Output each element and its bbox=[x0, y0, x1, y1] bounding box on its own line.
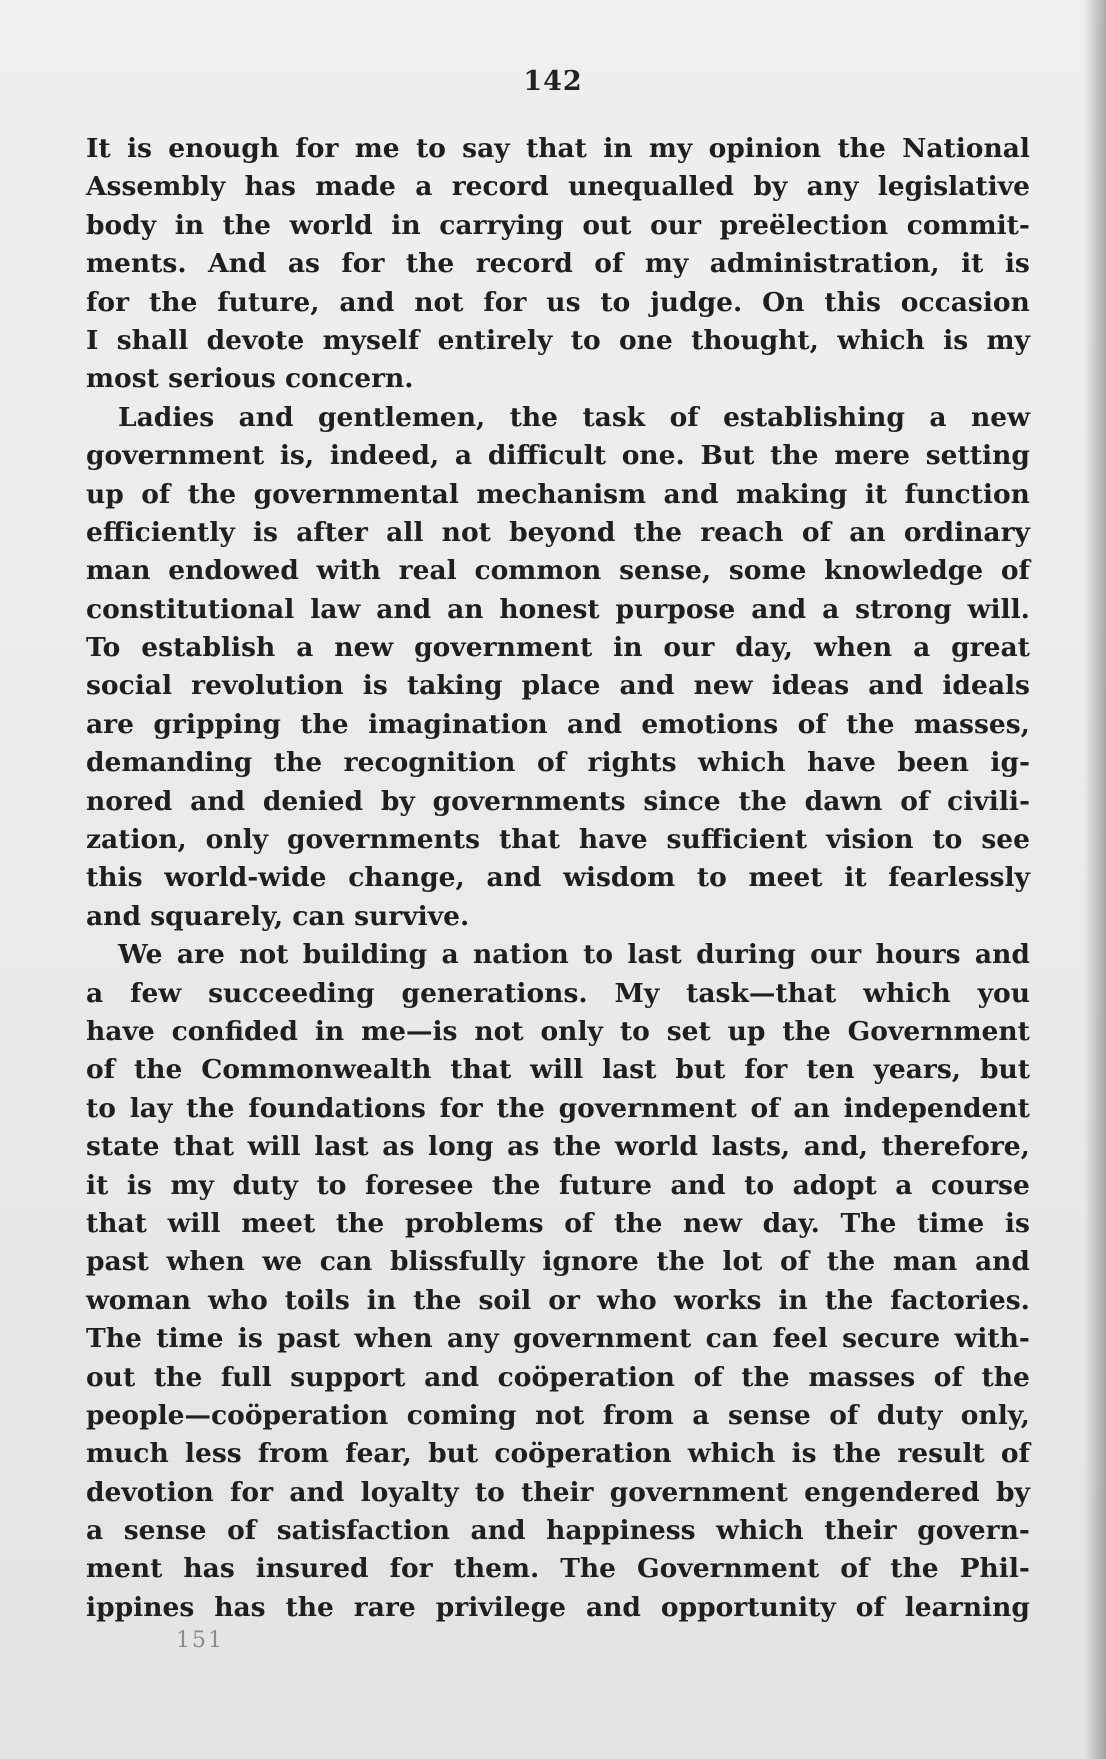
text-line: it is my duty to foresee the future and to adopt a course bbox=[86, 1169, 1030, 1201]
text-line: The time is past when any government can feel secure with- bbox=[86, 1323, 1030, 1355]
text-line: most serious concern. bbox=[86, 363, 414, 395]
text-line: Ladies and gentlemen, the task of establishing a new bbox=[118, 401, 1030, 433]
text-line: social revolution is taking place and new ideas and ideals bbox=[86, 670, 1030, 702]
text-line: body in the world in carrying out our preëlection commit- bbox=[86, 209, 1030, 241]
paragraph-1 bbox=[86, 130, 1030, 399]
page-edge-shadow bbox=[1084, 0, 1106, 1759]
text-line: state that will last as long as the world lasts, and, therefore, bbox=[86, 1131, 1030, 1163]
text-line: To establish a new government in our day, when a great bbox=[86, 632, 1030, 664]
body-text bbox=[86, 130, 1030, 1627]
text-line: ment has insured for them. The Government of the Phil- bbox=[86, 1553, 1030, 1585]
text-line: much less from fear, but coöperation which is the result of bbox=[86, 1438, 1030, 1470]
text-line: are gripping the imagination and emotions of the masses, bbox=[86, 708, 1030, 740]
text-line: We are not building a nation to last during our hours and bbox=[118, 939, 1030, 971]
page-number: 142 bbox=[523, 66, 583, 97]
text-line: nored and denied by governments since the dawn of civili- bbox=[86, 785, 1030, 817]
paragraph-2 bbox=[86, 399, 1030, 936]
text-line: zation, only governments that have sufficient vision to see bbox=[86, 824, 1030, 856]
text-line: government is, indeed, a difficult one. But the mere setting bbox=[86, 440, 1030, 472]
paragraph-3 bbox=[86, 936, 1030, 1627]
text-line: efficiently is after all not beyond the reach of an ordinary bbox=[86, 516, 1030, 548]
text-line: Assembly has made a record unequalled by any legislative bbox=[86, 171, 1030, 203]
text-line: woman who toils in the soil or who works in the factories. bbox=[86, 1284, 1030, 1316]
text-line: for the future, and not for us to judge. On this occasion bbox=[86, 286, 1030, 318]
text-line: I shall devote myself entirely to one thought, which is my bbox=[86, 324, 1030, 356]
text-line: It is enough for me to say that in my opinion the National bbox=[86, 133, 1030, 164]
text-line: past when we can blissfully ignore the lot of the man and bbox=[86, 1246, 1030, 1278]
text-line: constitutional law and an honest purpose and a strong will. bbox=[86, 593, 1030, 625]
text-line: this world-wide change, and wisdom to meet it fearlessly bbox=[86, 862, 1030, 894]
text-line: ippines has the rare privilege and opportunity of learning bbox=[86, 1591, 1030, 1623]
text-line: that will meet the problems of the new day. The time is bbox=[86, 1207, 1030, 1239]
text-line: man endowed with real common sense, some knowledge of bbox=[86, 555, 1030, 587]
text-line: demanding the recognition of rights which have been ig- bbox=[86, 747, 1030, 779]
text-line: out the full support and coöperation of the masses of the bbox=[86, 1361, 1030, 1393]
text-line: of the Commonwealth that will last but for ten years, but bbox=[86, 1054, 1030, 1086]
text-line: have confided in me—is not only to set up the Government bbox=[86, 1015, 1030, 1047]
text-line: a sense of satisfaction and happiness which their govern- bbox=[86, 1515, 1030, 1547]
text-line: people—coöperation coming not from a sense of duty only, bbox=[86, 1399, 1030, 1431]
text-line: ments. And as for the record of my administration, it is bbox=[86, 248, 1030, 280]
footer-mark: 151 bbox=[176, 1628, 224, 1653]
text-line: devotion for and loyalty to their government engendered by bbox=[86, 1476, 1030, 1508]
text-line: and squarely, can survive. bbox=[86, 900, 470, 932]
text-line: up of the governmental mechanism and making it function bbox=[86, 478, 1030, 510]
text-line: to lay the foundations for the government of an independent bbox=[86, 1092, 1030, 1124]
text-line: a few succeeding generations. My task—that which you bbox=[86, 977, 1030, 1009]
